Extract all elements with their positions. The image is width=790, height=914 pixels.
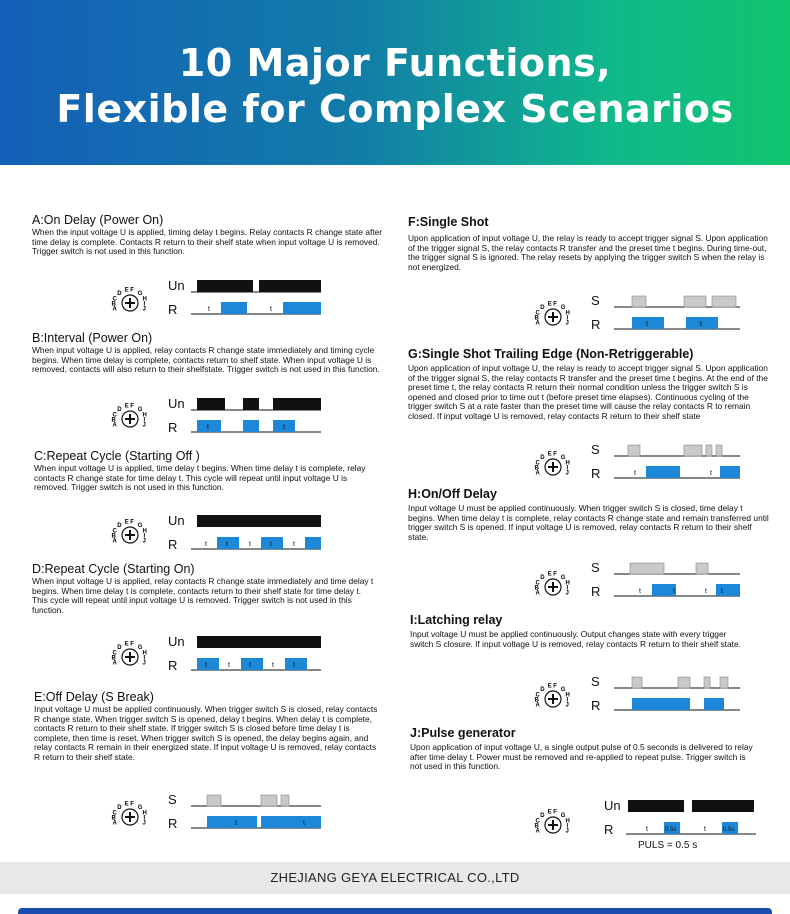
dial-letter: I (143, 655, 146, 662)
s-pulse (628, 445, 640, 456)
dial-letter: H (142, 528, 147, 535)
dial-letter: G (137, 406, 143, 413)
dial-letter: I (143, 533, 146, 540)
s-pulse (684, 296, 706, 307)
t-label: t (646, 321, 648, 328)
dial-letter: I (566, 315, 569, 322)
dial-letter: F (130, 519, 134, 526)
t-label: t (208, 306, 210, 313)
dial-letter: G (137, 804, 143, 811)
function-a-desc: When the input voltage U is applied, timing delay t begins. Relay contacts R change state after time delay is complete. Contacts R return to their shelf state when input voltage U is removed. Trigger switch is not used in this function. (32, 227, 383, 257)
un-pulse (197, 398, 225, 410)
puls-note: PULS = 0.5 s (638, 840, 698, 851)
function-c-desc: When input voltage U is applied, time delay t begins. When time delay t is complete, relay contacts R change state for time delay t. This cycle will repeat until input voltage U is removed. Trigger switch is not used in this function. (34, 463, 366, 493)
t-label: t (303, 820, 305, 827)
pulse-label: 0.5s (723, 827, 735, 833)
dial-letter: H (142, 412, 147, 419)
dial-letter: D (117, 804, 122, 811)
dial-letter: C (535, 460, 540, 467)
dial-letter: E (547, 809, 552, 816)
un-label: Un (168, 396, 185, 411)
bottom-bar (18, 908, 772, 914)
dial-letter: A (535, 320, 540, 327)
dial-letter: B (111, 815, 116, 822)
un-pulse (197, 636, 321, 648)
function-b-title: B:Interval (Power On) (32, 331, 153, 345)
s-pulse (207, 795, 221, 806)
dial-letter: E (124, 287, 129, 294)
function-e-desc: Input voltage U must be applied continuously. When trigger switch S is closed, relay contacts R change state. When trigger switch S is opened, delay t begins. When delay t is complete, contacts R return to their shelf state. If trigger switch S is closed before time delay t is complete, then time is reset. When trigger switch S is opened, the delay begins again, and relay contacts R remain in their energized state. If input voltage U is removed, relay contacts R return to their shelf state. (34, 704, 378, 762)
dial-letter: A (535, 702, 540, 709)
dial-letter: F (553, 683, 557, 690)
function-j-desc: Upon application of input voltage U, a single output pulse of 0.5 seconds is delivered to relay after time delay t. Power must be removed and re-applied to repeat pulse. Trigger switch is not used in this function. (410, 742, 753, 772)
dial-letter: F (553, 571, 557, 578)
dial-letter: C (112, 810, 117, 817)
function-h-desc: Input voltage U must be applied continuously. When trigger switch S is closed, time delay t begins. When time delay t is complete, relay contacts R change state and remain transferred until trigger switch S is opened. If input voltage U is removed, relay contacts R return to their shelf state. (408, 503, 769, 542)
un-pulse (197, 515, 321, 527)
dial-letter: G (560, 304, 566, 311)
t-label: t (634, 470, 636, 477)
title-line-1: 10 Major Functions, (178, 41, 612, 85)
r-pulse (305, 537, 321, 549)
dial-icon (530, 446, 576, 484)
dial-letter: C (112, 650, 117, 657)
dial-letter: J (142, 422, 146, 429)
dial-letter: D (117, 290, 122, 297)
r-pulse (207, 816, 257, 828)
function-c-title: C:Repeat Cycle (Starting Off ) (34, 449, 200, 463)
dial-letter: F (130, 641, 134, 648)
r-pulse (632, 317, 664, 329)
dial-letter: B (534, 465, 539, 472)
s-label: S (591, 293, 600, 308)
dial-letter: F (130, 403, 134, 410)
company-name: ZHEJIANG GEYA ELECTRICAL CO.,LTD (270, 870, 520, 885)
dial-letter: E (547, 683, 552, 690)
s-pulse (632, 677, 642, 688)
dial-letter: H (142, 650, 147, 657)
function-a (32, 213, 384, 257)
s-pulse (630, 563, 664, 574)
dial-letter: B (534, 315, 539, 322)
s-pulse (684, 445, 702, 456)
function-b (32, 331, 388, 375)
un-pulse (197, 280, 253, 292)
s-label: S (591, 442, 600, 457)
function-b-desc: When input voltage U is applied, relay contacts R change state immediately and timing cycle begins. When time delay is complete, contacts return to shelf state. When input voltage U is removed, contacts will also return to their shelfstate. Trigger switch is not used in this function. (32, 345, 380, 375)
un-label: Un (604, 798, 621, 813)
page-title (0, 40, 790, 132)
dial-letter: J (565, 828, 569, 835)
dial-letter: G (137, 522, 143, 529)
function-g-desc: Upon application of input voltage U, the relay is ready to accept trigger signal S. Upon application of the trigger signal S, the relay contacts R transfer and the preset time t begins. At the end of the preset time t, the relay contacts R return their normal condition unless the trigger switch S is opened and closed prior to time out t (before preset time elapses). Continuous cycling of the trigger switch S at a rate faster than the preset time will cause the relay contacts R to remain closed. If input voltage U is removed, relay contacts R return to their shelf state (408, 363, 768, 421)
s-pulse (678, 677, 690, 688)
function-e-title: E:Off Delay (S Break) (34, 690, 154, 704)
un-label: Un (168, 278, 185, 293)
dial-letter: E (547, 451, 552, 458)
dial-letter: H (142, 296, 147, 303)
r-pulse (646, 466, 680, 478)
r-pulse (716, 584, 740, 596)
dial-letter: D (117, 522, 122, 529)
dial-letter: B (111, 533, 116, 540)
dial-letter: D (117, 644, 122, 651)
dial-letter: A (112, 820, 117, 827)
r-pulse (704, 698, 724, 710)
waveform-d (165, 632, 325, 674)
t-label: t (646, 826, 648, 833)
un-label: Un (168, 513, 185, 528)
dial-icon (530, 678, 576, 716)
dial-letter: E (124, 519, 129, 526)
un-label: Un (168, 634, 185, 649)
function-f (408, 215, 770, 272)
t-label: t (207, 424, 209, 431)
dial-letter: B (111, 417, 116, 424)
dial-letter: J (565, 702, 569, 709)
dial-letter: J (565, 320, 569, 327)
dial-icon (107, 796, 153, 834)
waveform-c (165, 511, 325, 553)
waveform-h (588, 558, 748, 600)
dial-letter: H (565, 818, 570, 825)
dial-letter: H (142, 810, 147, 817)
t-label: t (205, 662, 207, 669)
t-label: t (283, 424, 285, 431)
dial-letter: J (142, 538, 146, 545)
pulse-label: 0.5s (665, 827, 677, 833)
footer (0, 862, 790, 894)
dial-letter: I (566, 465, 569, 472)
s-label: S (591, 674, 600, 689)
un-pulse (243, 398, 259, 410)
s-pulse (704, 677, 710, 688)
r-pulse (283, 302, 321, 314)
r-pulse (197, 658, 219, 670)
function-j (410, 726, 755, 772)
s-pulse (706, 445, 712, 456)
function-h (408, 487, 770, 542)
dial-letter: B (534, 585, 539, 592)
function-d (32, 562, 377, 615)
t-label: t (293, 541, 295, 548)
r-pulse (720, 466, 740, 478)
dial-letter: G (560, 686, 566, 693)
dial-letter: E (124, 403, 129, 410)
function-d-title: D:Repeat Cycle (Starting On) (32, 562, 195, 576)
dial-letter: C (112, 296, 117, 303)
dial-letter: F (130, 801, 134, 808)
dial-letter: C (112, 412, 117, 419)
waveform-e (165, 790, 325, 832)
dial-letter: B (111, 655, 116, 662)
dial-letter: J (142, 306, 146, 313)
t-label: t (205, 541, 207, 548)
t-label: t (272, 662, 274, 669)
dial-letter: F (553, 301, 557, 308)
waveform-g (588, 440, 748, 482)
dial-letter: C (535, 580, 540, 587)
t-label: t (673, 588, 675, 595)
dial-icon (107, 636, 153, 674)
dial-letter: C (112, 528, 117, 535)
dial-letter: I (143, 815, 146, 822)
dial-letter: H (565, 460, 570, 467)
function-h-title: H:On/Off Delay (408, 487, 497, 501)
function-f-title: F:Single Shot (408, 215, 489, 229)
dial-icon (107, 514, 153, 552)
t-label: t (270, 541, 272, 548)
t-label: t (226, 541, 228, 548)
dial-letter: D (540, 304, 545, 311)
function-e (34, 690, 382, 763)
dial-letter: I (566, 697, 569, 704)
r-label: R (591, 466, 601, 481)
r-label: R (168, 537, 178, 552)
waveform-i (588, 672, 748, 714)
t-label: t (293, 662, 295, 669)
s-pulse (261, 795, 277, 806)
dial-letter: E (124, 801, 129, 808)
dial-letter: I (143, 417, 146, 424)
r-pulse (686, 317, 718, 329)
dial-letter: C (535, 310, 540, 317)
waveform-f (588, 291, 748, 333)
dial-letter: A (112, 538, 117, 545)
r-pulse (632, 698, 690, 710)
r-label: R (168, 658, 178, 673)
t-label: t (704, 826, 706, 833)
dial-letter: E (124, 641, 129, 648)
dial-letter: A (112, 422, 117, 429)
s-pulse (281, 795, 289, 806)
dial-letter: A (112, 306, 117, 313)
un-pulse (259, 280, 321, 292)
dial-letter: J (142, 660, 146, 667)
dial-letter: C (535, 818, 540, 825)
t-label: t (710, 470, 712, 477)
dial-icon (530, 804, 576, 842)
r-pulse (285, 658, 307, 670)
dial-letter: F (553, 809, 557, 816)
dial-letter: G (560, 812, 566, 819)
function-d-desc: When input voltage U is applied, relay contacts R change state immediately and time delay t begins. When time delay t is complete, contacts return to their shelf state for time delay t. This cycle will repeat until input voltage U is removed. Trigger switch is not used in this function. (32, 576, 374, 615)
s-pulse (712, 296, 736, 307)
dial-letter: J (142, 820, 146, 827)
function-c (34, 449, 374, 493)
function-j-title: J:Pulse generator (410, 726, 516, 740)
dial-letter: H (565, 310, 570, 317)
dial-letter: A (535, 590, 540, 597)
dial-letter: D (540, 812, 545, 819)
dial-icon (107, 282, 153, 320)
dial-letter: A (535, 470, 540, 477)
dial-letter: I (566, 585, 569, 592)
r-label: R (168, 816, 178, 831)
dial-icon (107, 398, 153, 436)
waveform-a (165, 276, 325, 318)
t-label: t (249, 541, 251, 548)
dial-icon (530, 296, 576, 334)
function-i-title: I:Latching relay (410, 613, 503, 627)
title-line-2: Flexible for Complex Scenarios (56, 87, 734, 131)
dial-letter: J (565, 590, 569, 597)
function-f-desc: Upon application of input voltage U, the relay is ready to accept trigger signal S. Upon application of the trigger signal S, the relay contacts R transfer and the preset time t begins. During time-out, the trigger signal S is ignored. The relay resets by applying the trigger switch S when the relay is not energized. (408, 233, 768, 272)
dial-letter: E (547, 571, 552, 578)
waveform-b (165, 394, 325, 436)
dial-letter: B (111, 301, 116, 308)
s-pulse (696, 563, 708, 574)
r-label: R (591, 317, 601, 332)
t-label: t (700, 321, 702, 328)
un-pulse (273, 398, 321, 410)
waveform-j (600, 796, 760, 838)
r-pulse (261, 537, 283, 549)
dial-icon (530, 566, 576, 604)
dial-letter: B (534, 823, 539, 830)
dial-letter: F (130, 287, 134, 294)
r-pulse (261, 816, 321, 828)
r-label: R (168, 420, 178, 435)
dial-letter: D (540, 454, 545, 461)
dial-letter: A (535, 828, 540, 835)
s-label: S (168, 792, 177, 807)
function-g-title: G:Single Shot Trailing Edge (Non-Retriggerable) (408, 347, 694, 361)
dial-letter: D (540, 686, 545, 693)
t-label: t (270, 306, 272, 313)
s-pulse (716, 445, 722, 456)
un-pulse (692, 800, 754, 812)
dial-letter: A (112, 660, 117, 667)
s-pulse (632, 296, 646, 307)
r-label: R (591, 698, 601, 713)
t-label: t (705, 588, 707, 595)
r-pulse (197, 420, 221, 432)
r-label: R (168, 302, 178, 317)
dial-letter: D (540, 574, 545, 581)
header-banner (0, 0, 790, 165)
dial-letter: B (534, 697, 539, 704)
t-label: t (235, 820, 237, 827)
t-label: t (249, 662, 251, 669)
dial-letter: H (565, 580, 570, 587)
s-label: S (591, 560, 600, 575)
dial-letter: J (565, 470, 569, 477)
dial-letter: E (547, 301, 552, 308)
dial-letter: H (565, 692, 570, 699)
dial-letter: F (553, 451, 557, 458)
dial-letter: D (117, 406, 122, 413)
r-pulse (241, 658, 263, 670)
t-label: t (721, 588, 723, 595)
r-pulse (217, 537, 239, 549)
t-label: t (639, 588, 641, 595)
function-a-title: A:On Delay (Power On) (32, 213, 164, 227)
r-label: R (604, 822, 614, 837)
function-i (410, 613, 750, 649)
t-label: t (228, 662, 230, 669)
dial-letter: G (560, 454, 566, 461)
function-g (408, 347, 770, 422)
s-pulse (720, 677, 728, 688)
dial-letter: G (137, 644, 143, 651)
dial-letter: G (560, 574, 566, 581)
r-pulse (243, 420, 259, 432)
un-pulse (628, 800, 684, 812)
r-label: R (591, 584, 601, 599)
dial-letter: I (143, 301, 146, 308)
dial-letter: I (566, 823, 569, 830)
r-pulse (221, 302, 247, 314)
dial-letter: C (535, 692, 540, 699)
function-i-desc: Input voltage U must be applied continuously. Output changes state with every trigger switch S closure. If input voltage U is removed, relay contacts R return to their shelf state. (410, 629, 741, 649)
dial-letter: G (137, 290, 143, 297)
